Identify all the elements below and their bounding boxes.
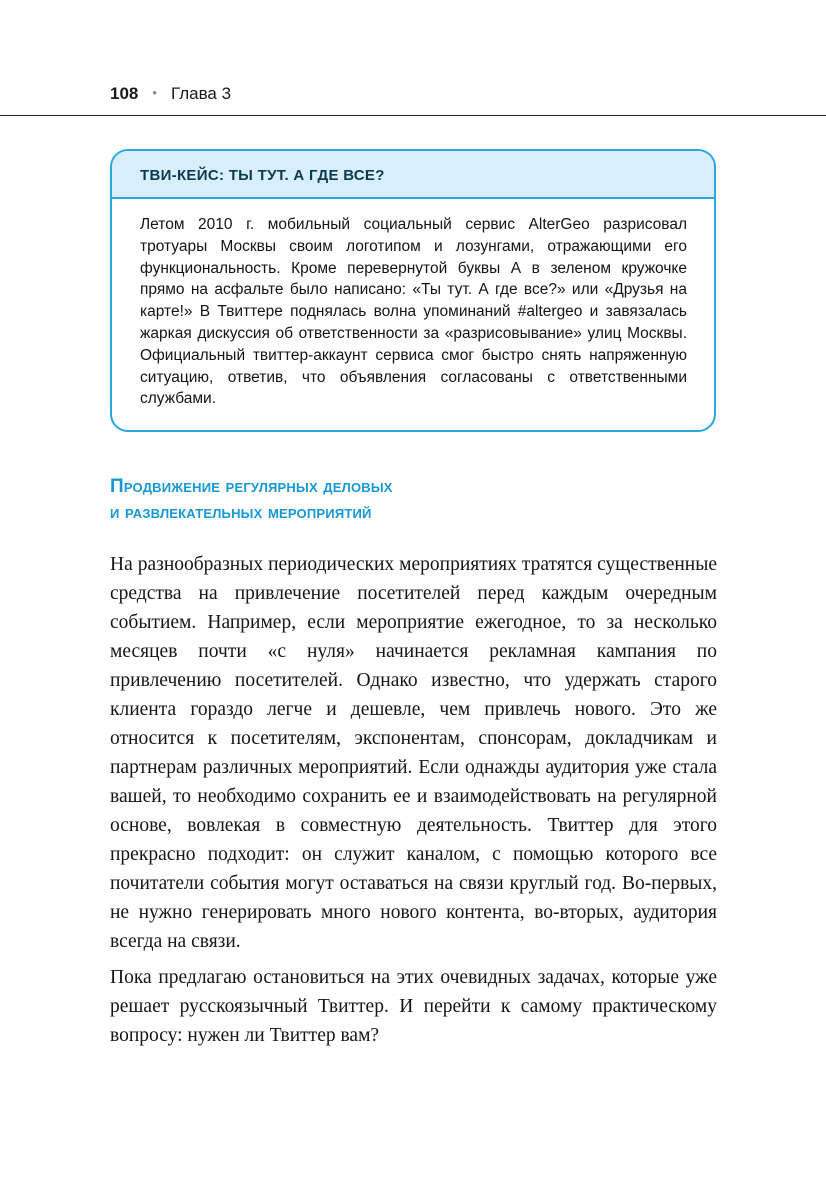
twi-case-callout: [110, 149, 716, 432]
chapter-title: Глава 3: [170, 84, 232, 103]
page-header: [0, 0, 826, 104]
body-copy: [110, 550, 717, 1050]
section-heading: [110, 474, 716, 526]
body-paragraph: На разнообразных периодических мероприятиях тратятся существенные средства на привлечение посетителей перед каждым очередным событием. Например, если мероприятие ежегодное, то за несколько месяцев почти «с нуля» начинается рекламная кампания по привлечению посетителей. Однако известно, что удержать старого клиента гораздо легче и дешевле, чем привлечь нового. Это же относится к посетителям, экспонентам, спонсорам, докладчикам и партнерам различных мероприятий. Если однажды аудитория уже стала вашей, то необходимо сохранить ее и взаимодействовать на регулярной основе, вовлекая в совместную деятельность. Твиттер для этого прекрасно подходит: он служит каналом, с помощью которого все почитатели события могут оставаться на связи круглый год. Во-первых, не нужно генерировать много нового контента, во-вторых, аудитория всегда на связи.: [110, 554, 717, 953]
callout-header: [112, 151, 714, 199]
body-paragraph: Пока предлагаю остановиться на этих очевидных задачах, которые уже решает русскоязычный Твиттер. И перейти к самому практическому вопросу: нужен ли Твиттер вам?: [110, 967, 717, 1047]
section-heading-line2: и развлекательных мероприятий: [110, 502, 372, 524]
header-bullet-icon: •: [152, 85, 157, 100]
callout-text: Летом 2010 г. мобильный социальный сервис AlterGeo разрисовал тротуары Москвы своим логотипом и лозунгами, отражающими его функциональность. Кроме перевернутой буквы А в зеленом кружочке прямо на асфальте было написано: «Ты тут. А где все?» или «Друзья на карте!» В Твиттере поднялась волна упоминаний #altergeo и завязалась жаркая дискуссия об ответственности за «разрисовывание» улиц Москвы. Официальный твиттер-аккаунт сервиса смог быстро снять напряженную ситуацию, ответив, что объявления согласованы с ответственными службами.: [140, 216, 687, 408]
callout-title: ТВИ-КЕЙС: ТЫ ТУТ. А ГДЕ ВСЕ?: [140, 167, 385, 184]
page-number: 108: [110, 84, 139, 103]
section-heading-line1: Продвижение регулярных деловых: [110, 476, 393, 498]
callout-body: [112, 199, 714, 430]
header-divider: [0, 115, 826, 116]
